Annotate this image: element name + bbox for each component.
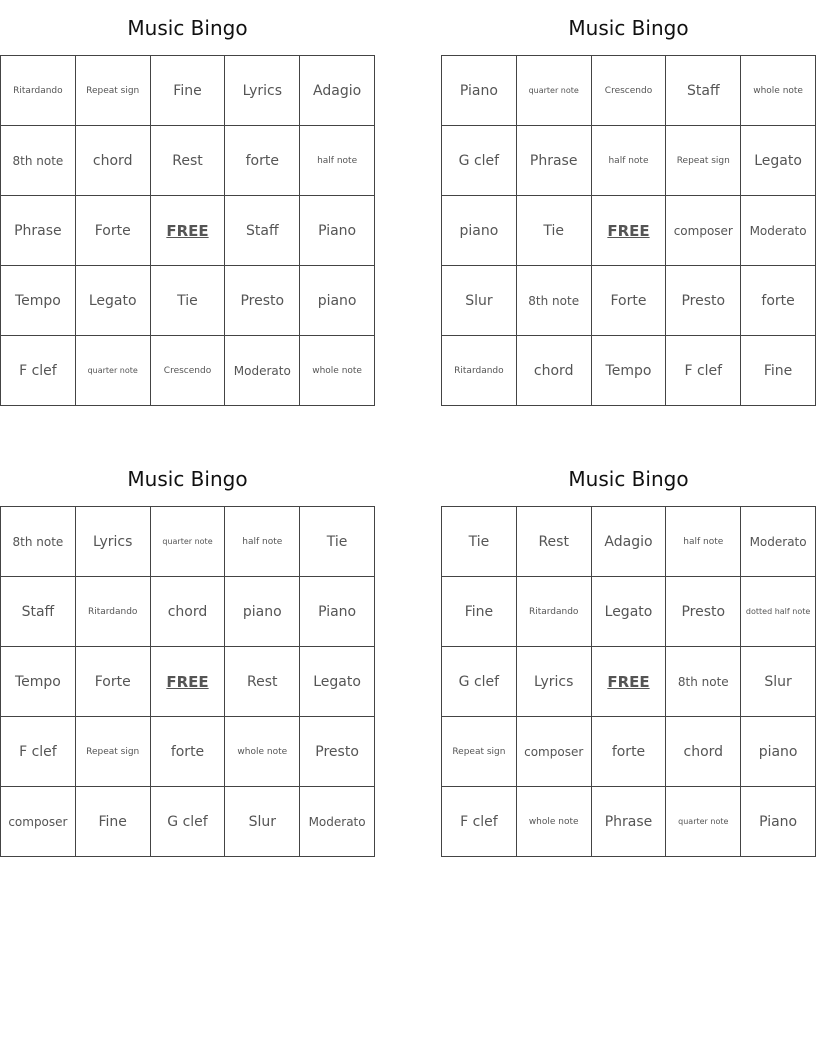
bingo-cell: Piano [442,56,517,126]
bingo-card-3 [0,451,375,857]
bingo-cell: F clef [442,787,517,857]
bingo-row [1,647,375,717]
bingo-cell: Tempo [591,336,666,406]
bingo-cell: Staff [225,196,300,266]
bingo-row [442,577,816,647]
bingo-cell: Repeat sign [75,717,150,787]
bingo-cell: Repeat sign [75,56,150,126]
bingo-cell: Tie [150,266,225,336]
free-space: FREE [150,647,225,717]
bingo-cell: Lyrics [516,647,591,717]
bingo-cell: Crescendo [591,56,666,126]
card-title: Music Bingo [127,16,248,40]
bingo-grid [441,506,816,857]
bingo-cell: G clef [150,787,225,857]
bingo-row [1,336,375,406]
bingo-cell: Tie [516,196,591,266]
bingo-cell: Repeat sign [442,717,517,787]
free-space: FREE [591,196,666,266]
bingo-cell: Rest [150,126,225,196]
bingo-row [1,577,375,647]
bingo-cell: chord [150,577,225,647]
bingo-cell: chord [75,126,150,196]
bingo-cell: Piano [300,196,375,266]
bingo-cell: quarter note [516,56,591,126]
bingo-cell: Phrase [1,196,76,266]
bingo-cell: quarter note [75,336,150,406]
bingo-grid [0,55,375,406]
bingo-cell: Staff [666,56,741,126]
bingo-cell: Presto [666,577,741,647]
bingo-row [442,717,816,787]
bingo-grid [0,506,375,857]
bingo-cell: Forte [75,647,150,717]
bingo-cell: G clef [442,126,517,196]
bingo-cell: Legato [591,577,666,647]
bingo-cell: Moderato [741,196,816,266]
bingo-cell: half note [300,126,375,196]
bingo-row [1,787,375,857]
bingo-row [442,507,816,577]
bingo-row [442,787,816,857]
bingo-cell: Ritardando [75,577,150,647]
bingo-cell: forte [741,266,816,336]
bingo-cell: piano [225,577,300,647]
bingo-cell: Forte [591,266,666,336]
bingo-cell: composer [1,787,76,857]
bingo-row [442,266,816,336]
bingo-cell: Ritardando [442,336,517,406]
bingo-cell: whole note [741,56,816,126]
bingo-cell: Presto [225,266,300,336]
bingo-cell: Moderato [225,336,300,406]
bingo-cell: F clef [666,336,741,406]
bingo-row [1,717,375,787]
card-title: Music Bingo [568,16,689,40]
bingo-cell: composer [516,717,591,787]
bingo-cell: 8th note [1,126,76,196]
bingo-cell: 8th note [1,507,76,577]
bingo-cell: Ritardando [1,56,76,126]
bingo-cell: Slur [225,787,300,857]
bingo-cell: Legato [741,126,816,196]
bingo-cell: Fine [75,787,150,857]
bingo-cell: Repeat sign [666,126,741,196]
free-space: FREE [591,647,666,717]
bingo-card-4 [441,451,816,857]
bingo-cell: Rest [225,647,300,717]
bingo-cell: quarter note [150,507,225,577]
bingo-cell: Fine [741,336,816,406]
bingo-cell: whole note [225,717,300,787]
bingo-cell: Staff [1,577,76,647]
bingo-cell: Rest [516,507,591,577]
bingo-cell: 8th note [666,647,741,717]
bingo-cell: Tie [300,507,375,577]
bingo-row [442,196,816,266]
bingo-cell: whole note [516,787,591,857]
bingo-cell: Tempo [1,647,76,717]
bingo-cell: half note [591,126,666,196]
bingo-cell: forte [591,717,666,787]
bingo-cell: Lyrics [75,507,150,577]
bingo-row [1,266,375,336]
bingo-row [442,647,816,717]
bingo-cell: Legato [300,647,375,717]
bingo-cell: Adagio [591,507,666,577]
bingo-cell: Crescendo [150,336,225,406]
bingo-row [442,336,816,406]
bingo-cell: Piano [300,577,375,647]
bingo-cell: quarter note [666,787,741,857]
bingo-cell: forte [225,126,300,196]
bingo-row [1,126,375,196]
bingo-cell: F clef [1,717,76,787]
bingo-cell: Fine [150,56,225,126]
bingo-cell: Piano [741,787,816,857]
bingo-cell: forte [150,717,225,787]
bingo-cell: half note [225,507,300,577]
card-title: Music Bingo [127,467,248,491]
bingo-row [442,126,816,196]
bingo-row [442,56,816,126]
bingo-cell: F clef [1,336,76,406]
bingo-cell: piano [442,196,517,266]
bingo-cell: Legato [75,266,150,336]
bingo-cell: Phrase [591,787,666,857]
bingo-cell: Tie [442,507,517,577]
bingo-cell: chord [516,336,591,406]
bingo-cell: piano [300,266,375,336]
bingo-grid [441,55,816,406]
bingo-cell: whole note [300,336,375,406]
bingo-row [1,507,375,577]
bingo-cell: Phrase [516,126,591,196]
bingo-cell: Ritardando [516,577,591,647]
bingo-cell: G clef [442,647,517,717]
bingo-cell: composer [666,196,741,266]
bingo-cell: Slur [442,266,517,336]
bingo-cell: Presto [666,266,741,336]
bingo-cell: Adagio [300,56,375,126]
bingo-cell: Tempo [1,266,76,336]
bingo-row [1,56,375,126]
bingo-card-2 [441,0,816,406]
bingo-cell: half note [666,507,741,577]
free-space: FREE [150,196,225,266]
bingo-cell: Moderato [741,507,816,577]
bingo-cell: Moderato [300,787,375,857]
bingo-cell: Slur [741,647,816,717]
bingo-cell: chord [666,717,741,787]
card-title: Music Bingo [568,467,689,491]
bingo-row [1,196,375,266]
bingo-card-1 [0,0,375,406]
bingo-cell: piano [741,717,816,787]
bingo-cell: dotted half note [741,577,816,647]
bingo-cell: Forte [75,196,150,266]
bingo-cell: Presto [300,717,375,787]
bingo-cell: Lyrics [225,56,300,126]
bingo-cell: Fine [442,577,517,647]
bingo-cell: 8th note [516,266,591,336]
